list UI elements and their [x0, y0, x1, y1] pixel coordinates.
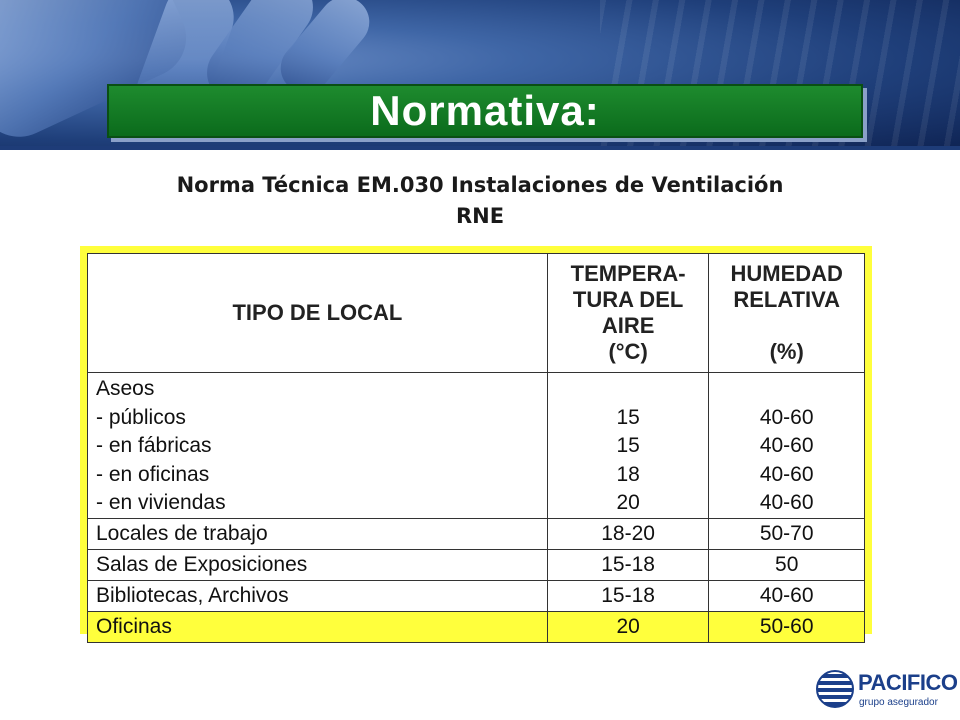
table-row — [88, 518, 865, 549]
header-humedad — [709, 254, 865, 373]
table-row — [88, 580, 865, 611]
header-line: AIRE — [601, 313, 655, 338]
cell-temp: 18-20 — [547, 518, 709, 549]
header-temperatura — [547, 254, 709, 373]
cell-line: - públicos — [96, 405, 186, 429]
table-row — [88, 549, 865, 580]
cell-temp — [547, 373, 709, 519]
cell-temp: 15-18 — [547, 580, 709, 611]
logo-tagline: grupo asegurador — [859, 697, 938, 708]
subtitle-line: Norma Técnica EM.030 Instalaciones de Ventilación — [176, 173, 784, 197]
header-tipo-local — [88, 254, 548, 373]
cell-line: 40-60 — [759, 434, 814, 457]
header-line: (°C) — [608, 339, 648, 364]
cell-line: 40-60 — [759, 491, 814, 514]
cell-local: Bibliotecas, Archivos — [88, 580, 548, 611]
cell-line — [548, 375, 709, 404]
table-header-row — [88, 254, 865, 373]
cell-line — [709, 375, 864, 404]
table-row-highlighted — [88, 611, 865, 642]
cell-line: - en fábricas — [96, 434, 212, 457]
cell-line: 15 — [616, 405, 640, 429]
cell-hum — [709, 373, 865, 519]
cell-local: Oficinas — [88, 611, 548, 642]
page-title: Normativa: — [370, 87, 600, 134]
cell-line: Aseos — [96, 377, 155, 400]
table-frame — [80, 246, 872, 638]
globe-icon — [816, 670, 854, 708]
header-line: TEMPERA- — [570, 261, 686, 286]
cell-line: - en oficinas — [96, 462, 210, 486]
cell-line: 18 — [616, 462, 640, 486]
cell-line: 15 — [616, 434, 640, 457]
cell-line: 40-60 — [759, 462, 814, 486]
cell-line: - en viviendas — [96, 491, 226, 514]
cell-hum: 50 — [709, 549, 865, 580]
cell-hum: 50-70 — [709, 518, 865, 549]
header-line: TURA DEL — [572, 287, 684, 312]
table-row-aseos — [88, 373, 865, 519]
pacifico-logo — [816, 668, 956, 716]
cell-temp: 15-18 — [547, 549, 709, 580]
subtitle — [80, 170, 880, 232]
header-line: HUMEDAD — [730, 261, 843, 286]
cell-line: 20 — [616, 491, 640, 514]
title-bar — [107, 84, 863, 138]
cell-hum: 50-60 — [709, 611, 865, 642]
banner-rule — [0, 146, 960, 150]
cell-hum: 40-60 — [709, 580, 865, 611]
subtitle-line: RNE — [455, 204, 505, 228]
cell-local: Locales de trabajo — [88, 518, 548, 549]
header-line: RELATIVA — [733, 287, 841, 312]
header-line: (%) — [769, 339, 804, 364]
cell-local: Salas de Exposiciones — [88, 549, 548, 580]
cell-temp: 20 — [547, 611, 709, 642]
norm-table — [87, 253, 865, 643]
header-line: TIPO DE LOCAL — [232, 300, 403, 325]
header-line — [709, 313, 864, 339]
cell-line: 40-60 — [759, 405, 814, 429]
logo-name: PACIFICO — [858, 670, 958, 695]
cell-local — [88, 373, 548, 519]
